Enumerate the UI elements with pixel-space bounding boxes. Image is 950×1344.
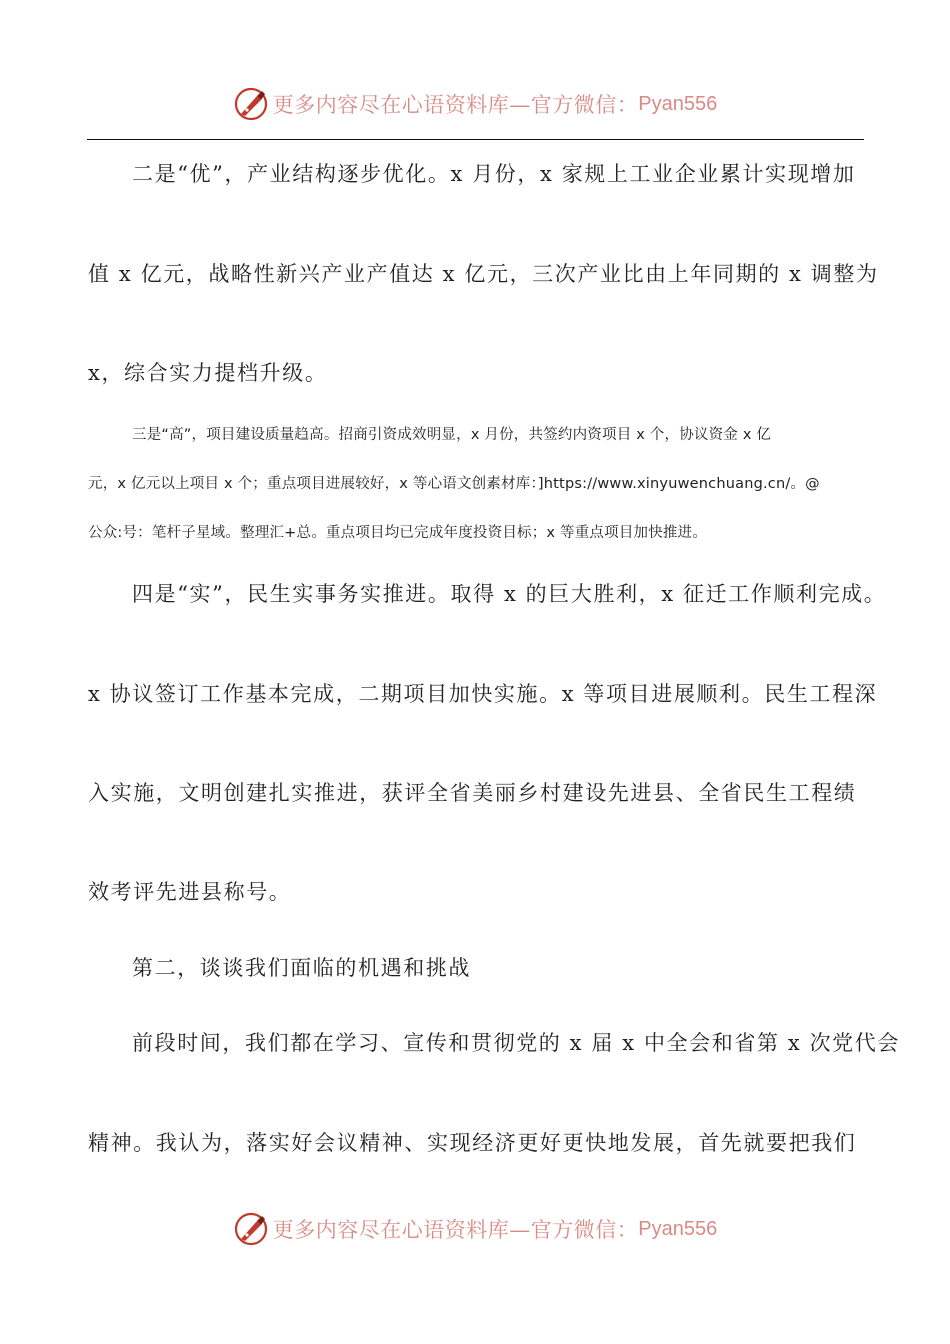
pen-nib-logo-icon [233, 86, 269, 122]
small-paragraph-line: 三是“高”，项目建设质量趋高。招商引资成效明显，x 月份，共签约内资项目 x 个，协议资金 x 亿 [132, 427, 772, 443]
pen-nib-logo-icon [233, 1211, 269, 1247]
paragraph-line: 值 x 亿元，战略性新兴产业产值达 x 亿元，三次产业比由上年同期的 x 调整为 [88, 262, 879, 286]
header-rule [87, 139, 864, 140]
paragraph-line: 精神。我认为，落实好会议精神、实现经济更好更快地发展，首先就要把我们 [88, 1131, 857, 1155]
paragraph-line: x 协议签订工作基本完成，二期项目加快实施。x 等项目进展顺利。民生工程深 [88, 682, 878, 706]
banner-text: 更多内容尽在心语资料库—官方微信： [272, 93, 639, 117]
paragraph-line: 二是“优”，产业结构逐步优化。x 月份，x 家规上工业企业累计实现增加 [132, 162, 856, 186]
section-heading: 第二，谈谈我们面临的机遇和挑战 [132, 956, 471, 980]
paragraph-line: x，综合实力提档升级。 [88, 361, 328, 385]
small-paragraph-line: 公众:号：笔杆子星域。整理汇+总。重点项目均已完成年度投资目标；x 等重点项目加快推进。 [88, 525, 708, 541]
paragraph-line: 入实施，文明创建扎实推进，获评全省美丽乡村建设先进县、全省民生工程绩 [88, 781, 857, 805]
small-paragraph-line: 元，x 亿元以上项目 x 个；重点项目进展较好，x 等心语文创素材库：]https://www.xinyuwenchuang.cn/。@ [88, 476, 820, 492]
paragraph-line: 效考评先进县称号。 [88, 880, 292, 904]
wechat-id: Pyan556 [638, 1217, 718, 1240]
paragraph-line: 前段时间，我们都在学习、宣传和贯彻党的 x 届 x 中全会和省第 x 次党代会 [132, 1031, 900, 1055]
header-banner [0, 82, 950, 126]
footer-banner [0, 1207, 950, 1251]
wechat-id: Pyan556 [638, 92, 718, 115]
banner-text: 更多内容尽在心语资料库—官方微信： [272, 1218, 639, 1242]
paragraph-line: 四是“实”，民生实事务实推进。取得 x 的巨大胜利，x 征迁工作顺利完成。 [132, 582, 887, 606]
